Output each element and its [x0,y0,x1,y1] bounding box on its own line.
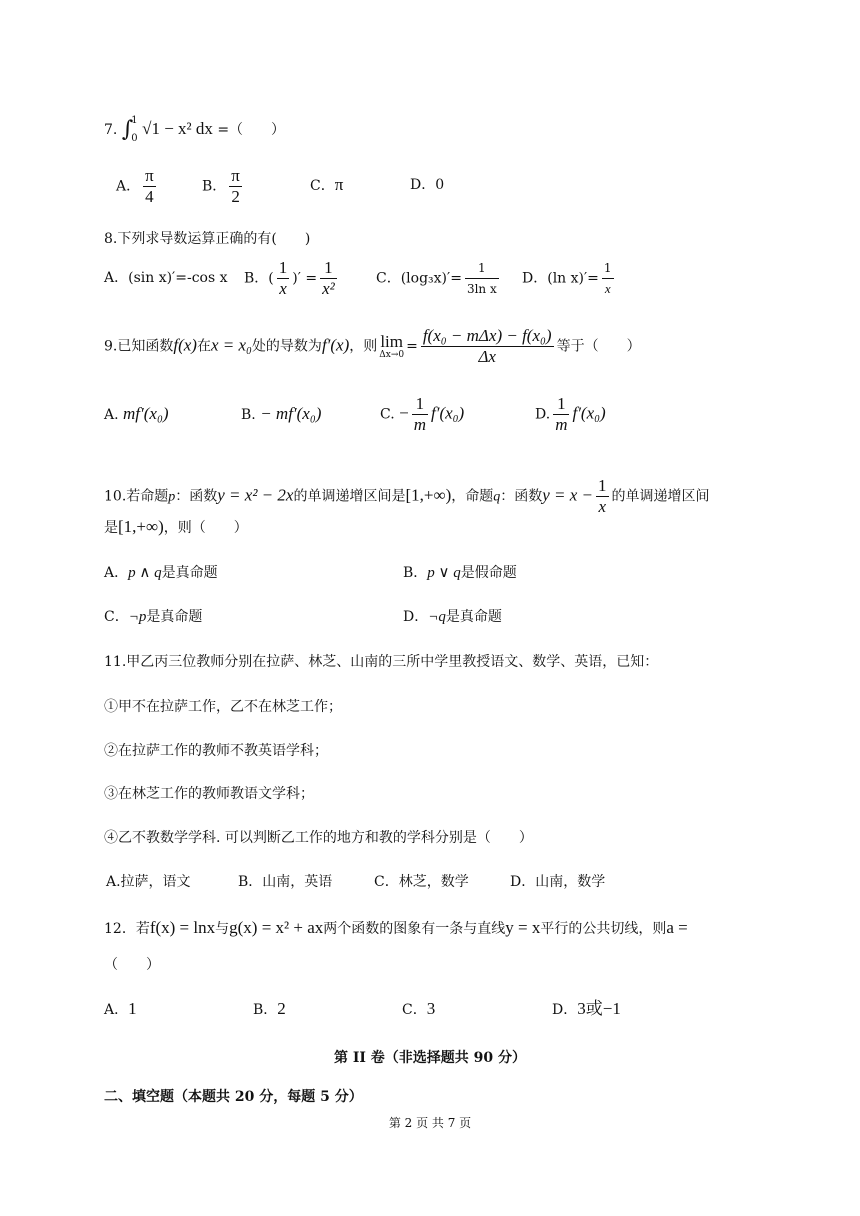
function-f: f(x) [173,335,197,355]
stem-text: 两个函数的图象有一条与直线 [323,921,506,937]
option-letter: A． [104,565,129,581]
option-letter: A． [104,1002,129,1018]
denominator: m [413,415,426,434]
q10-option-c[interactable] [104,607,202,627]
prop-p: p [168,489,176,505]
denominator: x [598,497,607,516]
interval: [1,+∞) [118,517,164,536]
paren-open: ( [268,270,274,287]
function-2: y = x − [542,485,594,505]
option-letter: D. [535,406,551,423]
q12-paren: （ ） [104,957,160,973]
numerator: 1 [320,258,337,279]
q9-option-a[interactable] [104,404,169,425]
q12-option-a[interactable] [104,999,137,1020]
q11-stem: 11.甲乙丙三位教师分别在拉萨、林芝、山南的三所中学里教授语文、数学、英语，已知： [104,654,659,670]
option-letter: D． [522,270,548,287]
stem-text: 平行的公共切线，则 [540,921,667,937]
q11-condition-2: ②在拉萨工作的教师不教英语学科； [104,743,328,759]
option-text: 是真命题 [445,609,502,625]
option-expr: p ∧ q [128,565,162,581]
stem-text: 10.若命题 [104,488,169,505]
denominator: 3ln x [466,282,497,296]
stem-text: 的单调递增区间是 [293,488,406,505]
fraction [229,166,242,207]
option-value: 3 [426,999,436,1018]
option-lhs: (log₃x)′= [400,270,462,287]
q11-condition-4: ④乙不教数学学科. 可以判断乙工作的地方和教的学科分别是（ ） [104,830,533,846]
sign: − [399,403,409,423]
stem-text: 9.已知函数 [104,338,174,355]
option-letter: B． [244,270,269,287]
option-text: A．(sin x)′=-cos x [104,270,228,286]
point-x0: x = x₀ [210,335,252,355]
function-g: g(x) = x² + ax [229,918,324,937]
function-1: y = x² − 2x [217,485,294,505]
stem-text: ：函数 [500,488,543,505]
option-letter: D． [403,609,429,625]
denominator: Δx [478,347,496,366]
a-equals: a = [666,918,688,937]
integrand: √1 − x² dx [142,119,213,138]
option-letter: A． [116,178,141,195]
option-letter: D． [552,1002,578,1018]
stem-text: 在 [196,338,211,355]
function-f: f(x) = lnx [149,918,216,937]
option-letter: B. [241,407,256,423]
numerator: 1 [278,258,288,277]
stem-text: 的单调递增区间 [611,488,710,505]
numerator: 1 [412,394,428,415]
fill-blank-heading: 二、填空题（本题共 20 分，每题 5 分） [104,1089,363,1105]
derivative-equals: )′ = [292,270,318,287]
denominator: x [279,279,287,298]
option-value: 2 [277,999,286,1018]
numerator: 1 [465,258,499,279]
option-value: π [334,175,344,194]
stem-text: 12．若 [104,921,150,937]
q9-option-b[interactable] [241,404,321,425]
q8-option-c[interactable] [376,258,502,299]
q8-option-d[interactable] [522,258,617,299]
prop-q: q [493,489,501,505]
q9-stem: 9.已知函数f(x)在x = x₀处的导数为f′(x)，则 lim Δx→0 = $\frac{\text{f(x₀ − mΔx) − f(x₀)}}{\Delta x}$ 等于（ ） [104,326,641,366]
q10-stem-line1 [104,476,710,517]
fraction [143,166,156,207]
q8-option-a[interactable] [104,268,228,288]
integral-bounds: 1 0 [131,115,138,144]
fraction [320,258,337,299]
numerator: π [145,166,154,185]
q7-stem [104,116,285,144]
q12-option-c[interactable] [402,999,435,1020]
q10-option-b[interactable] [403,563,517,583]
option-expr: f′(x₀) [572,403,606,423]
option-letter: C． [376,270,401,287]
option-letter: B． [253,1002,278,1018]
option-letter: B． [202,178,227,195]
denominator: x [604,281,611,296]
lim-text: lim [380,331,403,351]
stem-text: 等于（ ） [556,338,641,355]
denominator: m [555,415,568,434]
q10-option-d[interactable] [403,607,502,627]
equals-paren: =（ ） [217,122,286,138]
q12-option-b[interactable] [253,999,286,1020]
numerator: 1 [598,476,607,495]
fraction [596,476,609,517]
q11-condition-1: ①甲不在拉萨工作，乙不在林芝工作； [104,699,342,715]
q11-option-b[interactable]: B．山南，英语 [238,874,333,890]
stem-text: ：函数 [175,488,218,505]
q7-option-b[interactable] [202,166,245,207]
line-eq: y = x [505,918,541,937]
option-letter: C． [402,1002,427,1018]
q9-option-c[interactable] [380,394,464,435]
stem-text: ，命题 [451,488,494,505]
lim-subscript: Δx→0 [379,349,405,360]
numerator: π [231,166,240,185]
denominator: x² [322,279,335,298]
fraction [277,258,290,299]
limit [379,331,405,360]
option-letter: C． [104,609,129,625]
option-expr: ¬p [128,609,147,625]
q11-option-c[interactable]: C．林芝，数学 [374,874,469,890]
numerator: 1 [553,394,569,415]
option-letter: B． [403,565,428,581]
option-letter: A. [104,407,119,423]
option-letter: C. [380,406,395,423]
option-value: 1 [128,999,137,1018]
option-lhs: (ln x)′= [547,270,599,287]
stem-text: 处的导数为 [251,338,322,355]
fraction [553,394,569,435]
option-text: 是真命题 [146,609,203,625]
denominator: 4 [145,187,154,206]
q12-option-d[interactable] [552,999,621,1020]
fraction [465,258,499,299]
interval: [1,+∞) [405,485,452,505]
derivative-f: f′(x) [321,335,350,355]
q11-condition-3: ③在林芝工作的教师教语文学科； [104,786,314,802]
option-letter: C． [310,178,335,194]
stem-text: 是 [104,520,118,536]
option-expr: ¬q [428,609,446,625]
q12-stem [104,918,688,939]
q11-option-a[interactable]: A.拉萨，语文 [106,874,191,890]
option-expr: p ∨ q [427,565,461,581]
option-letter: D． [410,177,436,193]
stem-text: ，则 [349,338,378,355]
q9-option-d[interactable] [535,394,606,435]
option-expr: f′(x₀) [431,403,465,423]
stem-text: 与 [215,921,230,937]
numerator: f(x₀ − mΔx) − f(x₀) [422,326,552,345]
q8-option-b[interactable] [244,258,340,299]
limit-fraction [421,326,554,367]
fraction [412,394,428,435]
page-footer: 第 2 页 共 7 页 [388,1116,472,1130]
numerator: 1 [602,258,614,279]
option-expr: − mf′(x₀) [260,404,322,423]
integral-sign: ∫ [121,117,134,142]
option-value: 3或−1 [577,999,621,1018]
stem-text: ，则（ ） [163,520,248,536]
option-expr: mf′(x₀) [123,404,169,423]
q10-option-a[interactable] [104,563,218,583]
q11-option-d[interactable]: D．山南，数学 [510,874,606,890]
q7-option-a[interactable] [116,166,159,207]
section-title: 第 II 卷（非选择题共 90 分） [333,1050,527,1066]
option-value: 0 [435,177,445,193]
question-number: 7. [104,122,118,138]
option-text: 是假命题 [460,565,517,581]
q10-stem-line2 [104,517,248,538]
q8-stem: 8.下列求导数运算正确的有( ) [104,231,311,247]
denominator: 2 [231,187,240,206]
fraction [602,258,614,299]
q7-option-d[interactable] [410,175,444,195]
q7-option-c[interactable] [310,175,343,196]
option-text: 是真命题 [161,565,218,581]
